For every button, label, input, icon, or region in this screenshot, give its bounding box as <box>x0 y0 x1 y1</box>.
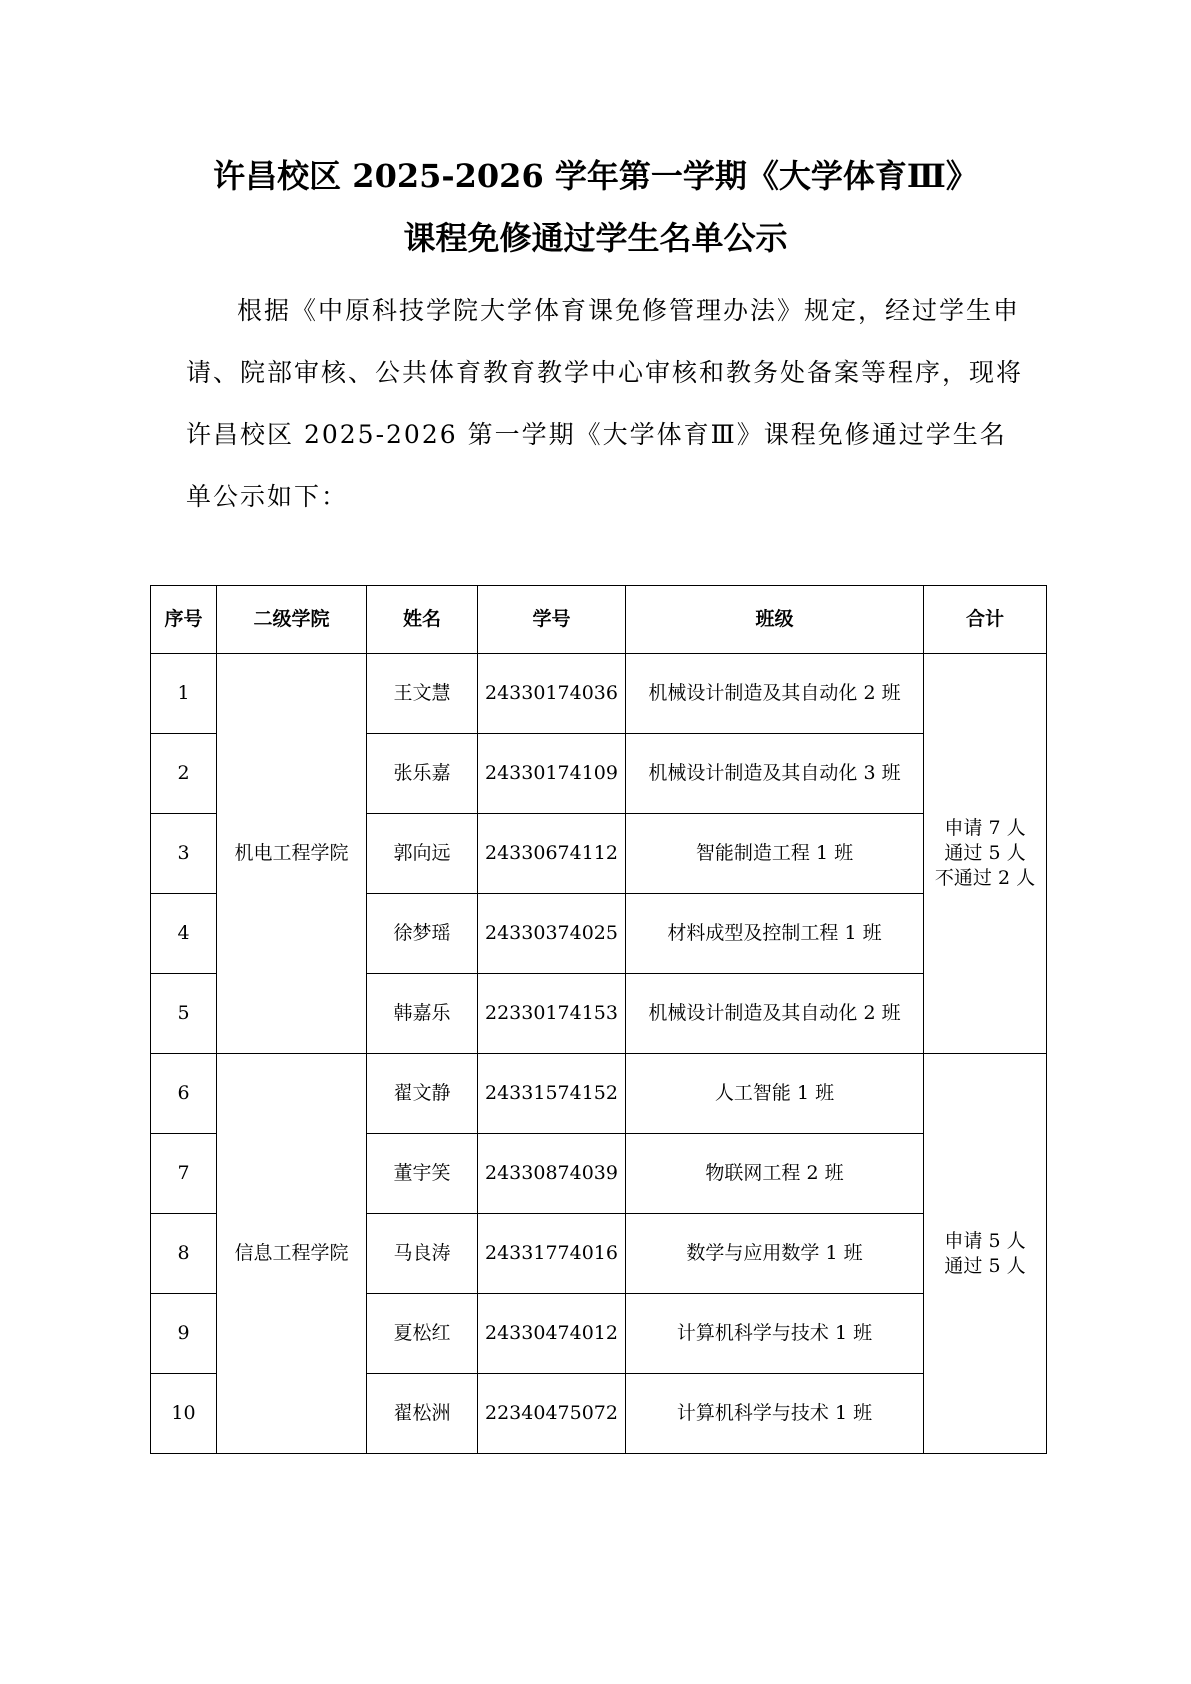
cell-name: 张乐嘉 <box>367 734 478 814</box>
cell-class: 材料成型及控制工程 1 班 <box>626 894 924 974</box>
cell-serial-number: 5 <box>151 974 217 1054</box>
cell-student-id: 24330174109 <box>478 734 626 814</box>
total-passed: 通过 5 人 <box>944 842 1026 864</box>
cell-college: 信息工程学院 <box>217 1054 367 1454</box>
cell-student-id: 24330674112 <box>478 814 626 894</box>
header-class: 班级 <box>626 586 924 654</box>
cell-serial-number: 7 <box>151 1134 217 1214</box>
cell-class: 机械设计制造及其自动化 2 班 <box>626 974 924 1054</box>
cell-name: 王文慧 <box>367 654 478 734</box>
cell-serial-number: 6 <box>151 1054 217 1134</box>
cell-class: 人工智能 1 班 <box>626 1054 924 1134</box>
cell-serial-number: 10 <box>151 1374 217 1454</box>
table-row <box>151 654 1047 734</box>
cell-class: 智能制造工程 1 班 <box>626 814 924 894</box>
cell-serial-number: 2 <box>151 734 217 814</box>
cell-student-id: 24330874039 <box>478 1134 626 1214</box>
cell-class: 计算机科学与技术 1 班 <box>626 1374 924 1454</box>
header-total: 合计 <box>924 586 1047 654</box>
header-college: 二级学院 <box>217 586 367 654</box>
cell-serial-number: 1 <box>151 654 217 734</box>
cell-college: 机电工程学院 <box>217 654 367 1054</box>
cell-name: 夏松红 <box>367 1294 478 1374</box>
cell-class: 数学与应用数学 1 班 <box>626 1214 924 1294</box>
header-row <box>151 586 1047 654</box>
cell-class: 计算机科学与技术 1 班 <box>626 1294 924 1374</box>
cell-serial-number: 4 <box>151 894 217 974</box>
total-applied: 申请 5 人 <box>944 1229 1026 1252</box>
cell-name: 翟松洲 <box>367 1374 478 1454</box>
cell-name: 翟文静 <box>367 1054 478 1134</box>
cell-total <box>924 654 1047 1054</box>
cell-serial-number: 9 <box>151 1294 217 1374</box>
total-passed: 通过 5 人 <box>944 1254 1026 1277</box>
header-serial-number: 序号 <box>151 586 217 654</box>
document-title-line-1: 许昌校区 2025-2026 学年第一学期《大学体育Ⅲ》 <box>213 157 978 195</box>
table-body <box>151 654 1047 1454</box>
cell-serial-number: 8 <box>151 1214 217 1294</box>
total-applied: 申请 7 人 <box>944 817 1026 839</box>
cell-class: 机械设计制造及其自动化 3 班 <box>626 734 924 814</box>
intro-paragraph: 根据《中原科技学院大学体育课免修管理办法》规定，经过学生申请、院部审核、公共体育教育教学中心审核和教务处备案等程序，现将许昌校区 2025-2026 第一学期《大学体育Ⅲ》课程免修通过学生名单公示如下： <box>186 296 1024 511</box>
cell-name: 郭向远 <box>367 814 478 894</box>
cell-name: 马良涛 <box>367 1214 478 1294</box>
cell-student-id: 24330374025 <box>478 894 626 974</box>
table-row <box>151 1054 1047 1134</box>
cell-name: 董宇笑 <box>367 1134 478 1214</box>
cell-name: 徐梦瑶 <box>367 894 478 974</box>
total-failed: 不通过 2 人 <box>934 867 1036 889</box>
cell-total <box>924 1054 1047 1454</box>
cell-student-id: 24331574152 <box>478 1054 626 1134</box>
header-student-id: 学号 <box>478 586 626 654</box>
table-header <box>151 586 1047 654</box>
cell-serial-number: 3 <box>151 814 217 894</box>
cell-student-id: 24331774016 <box>478 1214 626 1294</box>
cell-student-id: 24330174036 <box>478 654 626 734</box>
cell-class: 物联网工程 2 班 <box>626 1134 924 1214</box>
cell-student-id: 24330474012 <box>478 1294 626 1374</box>
cell-student-id: 22340475072 <box>478 1374 626 1454</box>
cell-name: 韩嘉乐 <box>367 974 478 1054</box>
exemption-list-table <box>150 585 1047 1454</box>
document-title-line-2: 课程免修通过学生名单公示 <box>403 219 788 257</box>
cell-student-id: 22330174153 <box>478 974 626 1054</box>
cell-class: 机械设计制造及其自动化 2 班 <box>626 654 924 734</box>
header-name: 姓名 <box>367 586 478 654</box>
